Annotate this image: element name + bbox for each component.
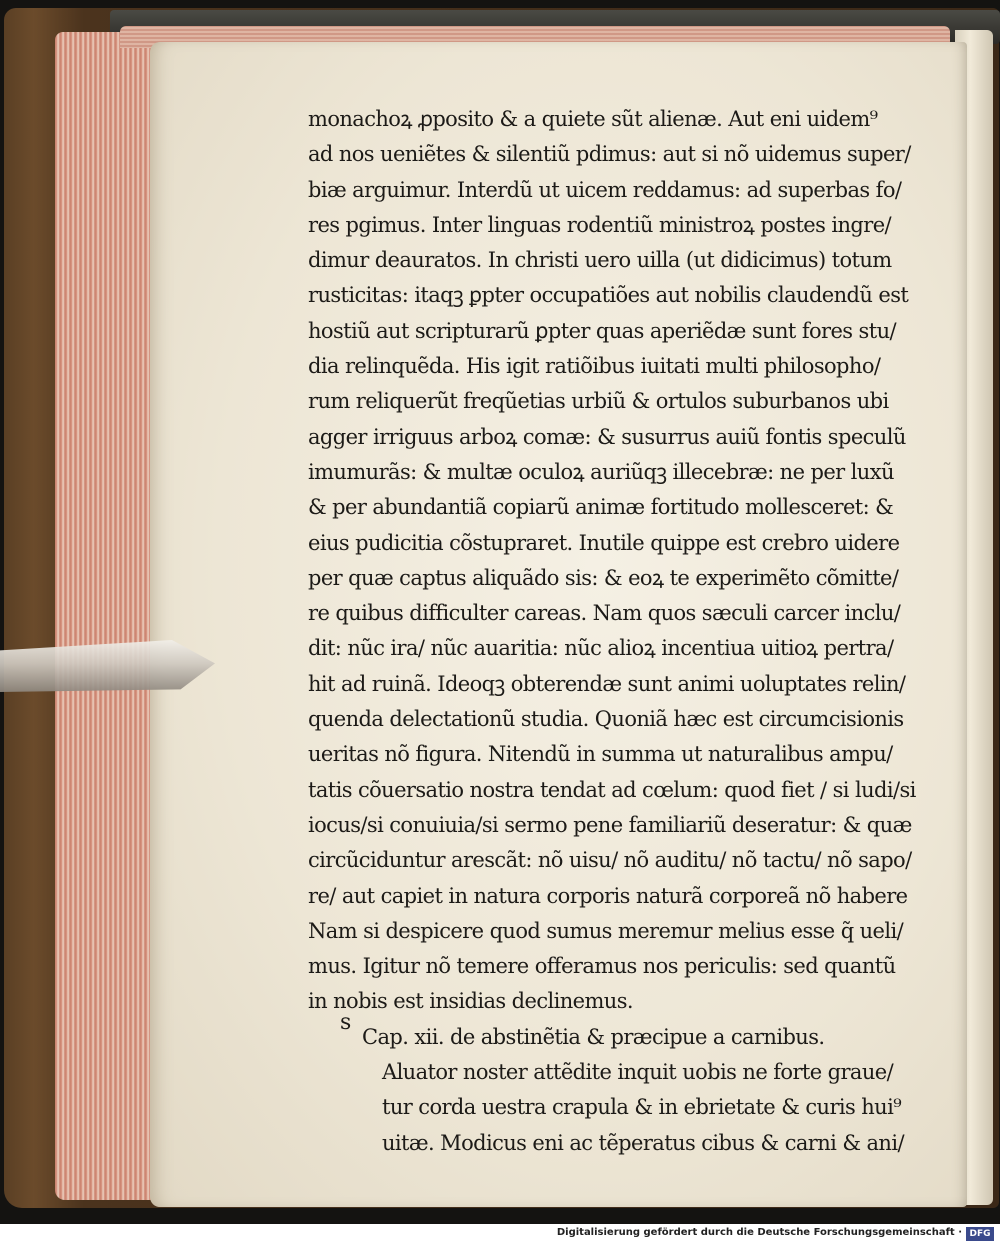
text-line: tatis cõuersatio nostra tendat ad cœlum: quod fiet / si ludi/si [308,777,916,802]
text-line: monachoꝝ ꝓposito & a quiete sũt alienæ. Aut eni uidem⁹ [308,107,878,131]
text-line: agger irriguus arboꝝ comæ: & susurrus auiũ fontis speculũ [308,424,906,449]
text-line: hit ad ruinã. Ideoqꝫ obterendæ sunt animi uoluptates relin/ [308,671,906,696]
text-line: imumurãs: & multæ oculoꝝ auriũqꝫ illecebræ: ne per luxũ [308,459,894,484]
text-line: Nam si despicere quod sumus meremur melius esse q̃ ueli/ [308,918,904,943]
text-line: & per abundantiã copiarũ animæ fortitudo mollesceret: & [308,495,894,520]
dfg-logo-icon: DFG [966,1227,994,1241]
text-line: biæ arguimur. Interdũ ut uicem reddamus: ad superbas fo/ [308,177,902,202]
text-line: iocus/si conuiuia/si sermo pene familiariũ deseratur: & quæ [308,812,912,837]
chapter-heading: Cap. xii. de abstinẽtia & præcipue a carnibus. [362,1024,825,1049]
text-line: eius pudicitia cõstupraret. Inutile quippe est crebro uidere [308,530,900,555]
text-line: dit: nũc ira/ nũc auaritia: nũc alioꝝ incentiua uitioꝝ pertra/ [308,636,894,661]
chapter-text-line: tur corda uestra crapula & in ebrietate & curis hui⁹ [382,1095,902,1120]
text-line: circũciduntur arescãt: nõ uisu/ nõ auditu/ nõ tactu/ nõ sapo/ [308,848,912,873]
text-line: ad nos ueniẽtes & silentiũ pdimus: aut si nõ uidemus super/ [308,142,911,167]
text-line: re/ aut capiet in natura corporis naturã corporeã nõ habere [308,883,908,908]
text-line: rum reliquerũt freqũetias urbiũ & ortulos suburbanos ubi [308,389,889,414]
text-line: mus. Igitur nõ temere offeramus nos periculis: sed quantũ [308,954,896,979]
text-line: per quæ captus aliquãdo sis: & eoꝝ te experimẽto cõmitte/ [308,565,899,590]
page-text [308,102,923,1161]
text-line: dimur deauratos. In christi uero uilla (ut didicimus) totum [308,248,892,273]
chapter-text-line: uitæ. Modicus eni ac tẽperatus cibus & carni & ani/ [382,1130,904,1155]
text-line: rusticitas: itaqꝫ ꝑpter occupatiões aut nobilis claudendũ est [308,283,909,308]
footer-credit: Digitalisierung gefördert durch die Deutsche Forschungsgemeinschaft · [556,1227,962,1238]
chapter-text-line: Aluator noster attẽdite inquit uobis ne forte graue/ [382,1060,894,1085]
text-line: dia relinquẽda. His igit ratiõibus iuitati multi philosopho/ [308,354,881,379]
text-line: ueritas nõ figura. Nitendũ in summa ut naturalibus ampu/ [308,742,893,767]
guide-letter: s [340,1010,352,1035]
text-line: res pgimus. Inter linguas rodentiũ ministroꝝ postes ingre/ [308,212,892,237]
text-line: hostiũ aut scripturarũ ꝑpter quas aperiẽdæ sunt fores stu/ [308,318,896,343]
text-line: in nobis est insidias declinemus. [308,989,633,1014]
text-line: re quibus difficulter careas. Nam quos sæculi carcer inclu/ [308,601,901,626]
text-line: quenda delectationũ studia. Quoniã hæc est circumcisionis [308,707,904,732]
footer-bar [0,1224,1000,1244]
page-edges-left [55,32,165,1200]
